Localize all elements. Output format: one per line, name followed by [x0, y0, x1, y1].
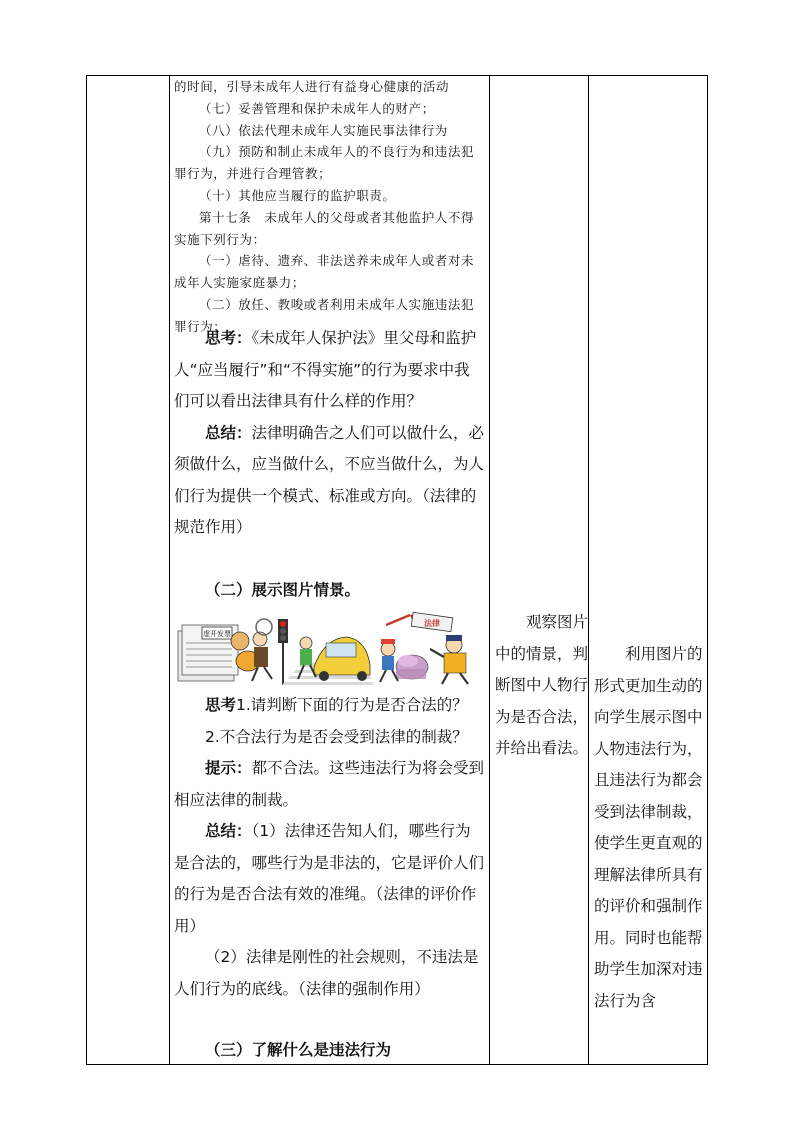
column-divider-3	[588, 75, 589, 1065]
money-pile-icon	[396, 655, 428, 679]
summary-text-2a: （1）法律还告知人们，哪些行为是合法的，哪些行为是非法的，它是评价人们的行为是否合法有效的准绳。（法律的评价作用）	[174, 822, 485, 935]
law-item-10: （十）其他应当履行的监护职责。	[199, 187, 396, 203]
law-prohibition-1: （一）虐待、遗弃、非法送养未成年人或者对未成年人实施家庭暴力；	[174, 253, 475, 291]
summary-paragraph-3: （2）法律是刚性的社会规则，不违法是人们行为的底线。（法律的强制作用）	[174, 948, 479, 998]
hint-paragraph	[174, 753, 485, 816]
illustration-scene	[174, 609, 484, 686]
law-item-8: （八）依法代理未成年人实施民事法律行为	[199, 122, 448, 138]
section-2-title: （二）展示图片情景。	[205, 581, 361, 599]
think-paragraph-1	[174, 323, 485, 418]
law-article-17: 第十七条 未成年人的父母或者其他监护人不得实施下列行为：	[174, 209, 475, 247]
newspaper-stack-icon	[178, 625, 238, 681]
think-question-1: 1.请判断下面的行为是否合法的？	[236, 696, 468, 714]
illustration-svg	[174, 609, 484, 686]
hint-text: 都不合法。这些违法行为将会受到相应法律的制裁。	[174, 759, 485, 809]
law-banner-text: 法律	[424, 619, 440, 628]
think-question-2: 2.不合法行为是否会受到法律的制裁？	[205, 727, 468, 746]
design-intent-cell	[594, 639, 705, 1017]
think-paragraph-2	[174, 690, 485, 722]
design-intent-text: 利用图片的形式更加生动的向学生展示图中人物违法行为，且违法行为都会受到法律制裁，使学生更直观的理解法律所具有的评价和强制作用。同时也能帮助学生加深对违法行为含	[594, 645, 703, 1010]
column-divider-2	[489, 75, 490, 1065]
summary-paragraph-2	[174, 816, 485, 942]
student-activity-text: 观察图片中的情景，判断图中人物行为是否合法，并给出看法。	[495, 613, 589, 757]
table-right-border	[707, 75, 708, 1065]
law-prohibition-2: （二）放任、教唆或者利用未成年人实施违法犯罪行为；	[174, 296, 475, 334]
summary-label: 总结：	[205, 423, 252, 442]
hint-label: 提示：	[205, 759, 252, 777]
summary-paragraph-1	[174, 418, 485, 544]
newspaper-headline: 虚开发票	[203, 630, 231, 638]
think-text: 《未成年人保护法》里父母和监护人“应当履行”和“不得实施”的行为要求中我们可以看出法律具有什么样的作用？	[174, 329, 477, 410]
law-line-1: 的时间，引导未成年人进行有益身心健康的活动	[174, 79, 450, 94]
law-excerpt	[174, 76, 486, 338]
think-label-2: 思考	[205, 696, 237, 714]
think-label: 思考：	[205, 329, 252, 347]
discussion-block-2	[174, 690, 485, 1005]
discussion-block-1	[174, 323, 485, 544]
law-item-9: （九）预防和制止未成年人的不良行为和违法犯罪行为，并进行合理管教；	[174, 144, 475, 182]
summary-text: 法律明确告之人们可以做什么，必须做什么，应当做什么，不应当做什么，为人们行为提供一个模式、标准或方向。（法律的规范作用）	[174, 423, 485, 536]
summary-label-2: 总结：	[205, 822, 252, 840]
law-item-7: （七）妥善管理和保护未成年人的财产；	[199, 100, 435, 116]
column-divider-1	[169, 75, 170, 1065]
student-activity-cell	[495, 607, 588, 765]
section-3-title: （三）了解什么是违法行为	[205, 1041, 392, 1059]
table-left-border	[86, 75, 87, 1065]
